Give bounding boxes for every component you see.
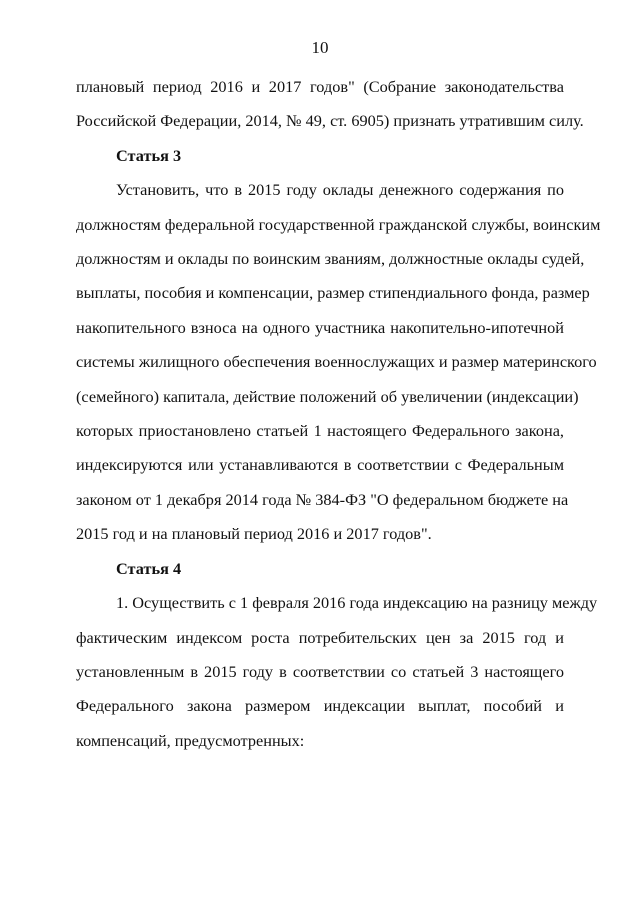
text-line: Федерального закона размером индексации выплат, пособий и xyxy=(76,696,564,716)
page-number: 10 xyxy=(311,38,329,57)
text-line: фактическим индексом роста потребительских цен за 2015 год и xyxy=(76,627,564,647)
text-line: должностям федеральной государственной гражданской службы, воинским xyxy=(76,214,601,234)
text-line: должностям и оклады по воинским званиям, должностные оклады судей, xyxy=(76,249,585,269)
article-3-paragraph xyxy=(76,173,601,551)
text-line: которых приостановлено статьей 1 настоящего Федерального закона, xyxy=(76,421,564,441)
text-line: Российской Федерации, 2014, № 49, ст. 6905) признать утратившим силу. xyxy=(76,111,584,131)
text-line: 1. Осуществить с 1 февраля 2016 года индексацию на разницу между xyxy=(116,593,598,613)
text-line: плановый период 2016 и 2017 годов" (Собрание законодательства xyxy=(76,77,564,96)
text-line: выплаты, пособия и компенсации, размер стипендиального фонда, размер xyxy=(76,283,590,303)
text-line: законом от 1 декабря 2014 года № 384-ФЗ "О федеральном бюджете на xyxy=(76,489,569,509)
text-line: компенсаций, предусмотренных: xyxy=(76,730,305,750)
document-body xyxy=(76,70,601,758)
text-line: системы жилищного обеспечения военнослужащих и размер материнского xyxy=(76,352,597,372)
text-line: установленным в 2015 году в соответствии со статьей 3 настоящего xyxy=(76,661,564,681)
text-line: Установить, что в 2015 году оклады денежного содержания по xyxy=(116,180,564,200)
intro-paragraph xyxy=(76,70,584,139)
text-line: накопительного взноса на одного участника накопительно-ипотечной xyxy=(76,317,564,337)
text-line: 2015 год и на плановый период 2016 и 2017 годов". xyxy=(76,524,432,544)
article-4-paragraph xyxy=(76,586,598,758)
text-line: индексируются или устанавливаются в соответствии с Федеральным xyxy=(76,455,564,475)
article-3-heading: Статья 3 xyxy=(116,145,182,165)
text-line: (семейного) капитала, действие положений об увеличении (индексации) xyxy=(76,386,579,406)
article-4-heading: Статья 4 xyxy=(116,558,182,578)
